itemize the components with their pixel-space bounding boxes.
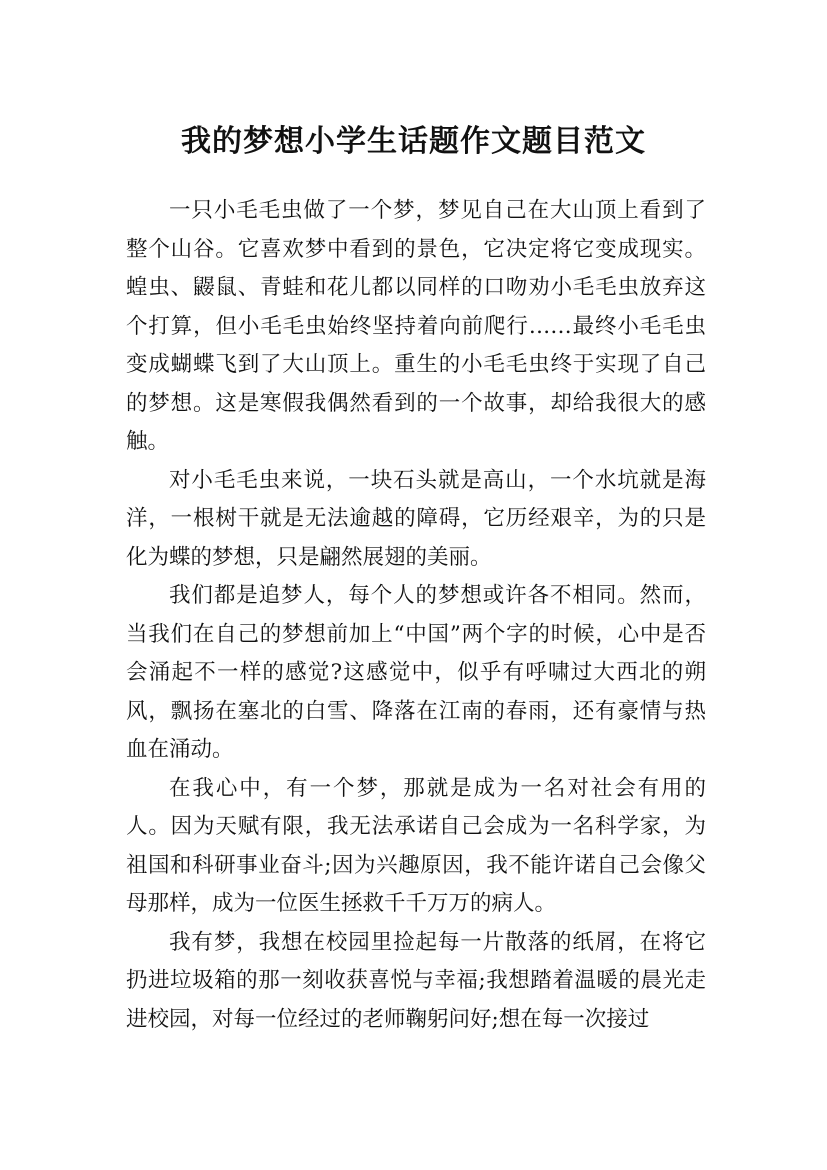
paragraph: 我们都是追梦人，每个人的梦想或许各不相同。然而，当我们在自己的梦想前加上“中国”两个字的时候，心中是否会涌起不一样的感觉?这感觉中，似乎有呼啸过大西北的朔风，飘扬在塞北的白雪、降落在江南的春雨，还有豪情与热血在涌动。 [126,583,706,762]
document-body [126,192,706,1039]
document-title: 我的梦想小学生话题作文题目范文 [181,124,646,160]
paragraph: 对小毛毛虫来说，一块石头就是高山，一个水坑就是海洋，一根树干就是无法逾越的障碍，它历经艰辛，为的只是化为蝶的梦想，只是翩然展翅的美丽。 [126,467,706,570]
paragraph: 一只小毛毛虫做了一个梦，梦见自己在大山顶上看到了整个山谷。它喜欢梦中看到的景色，它决定将它变成现实。蝗虫、鼹鼠、青蛙和花儿都以同样的口吻劝小毛毛虫放弃这个打算，但小毛毛虫始终坚持着向前爬行……最终小毛毛虫变成蝴蝶飞到了大山顶上。重生的小毛毛虫终于实现了自己的梦想。这是寒假我偶然看到的一个故事，却给我很大的感触。 [126,198,706,454]
paragraph: 在我心中，有一个梦，那就是成为一名对社会有用的人。因为天赋有限，我无法承诺自己会成为一名科学家，为祖国和科研事业奋斗;因为兴趣原因，我不能许诺自己会像父母那样，成为一位医生拯救千千万万的病人。 [126,775,706,916]
paragraph: 我有梦，我想在校园里捡起每一片散落的纸屑，在将它扔进垃圾箱的那一刻收获喜悦与幸福;我想踏着温暖的晨光走进校园，对每一位经过的老师鞠躬问好;想在每一次接过 [126,929,706,1032]
